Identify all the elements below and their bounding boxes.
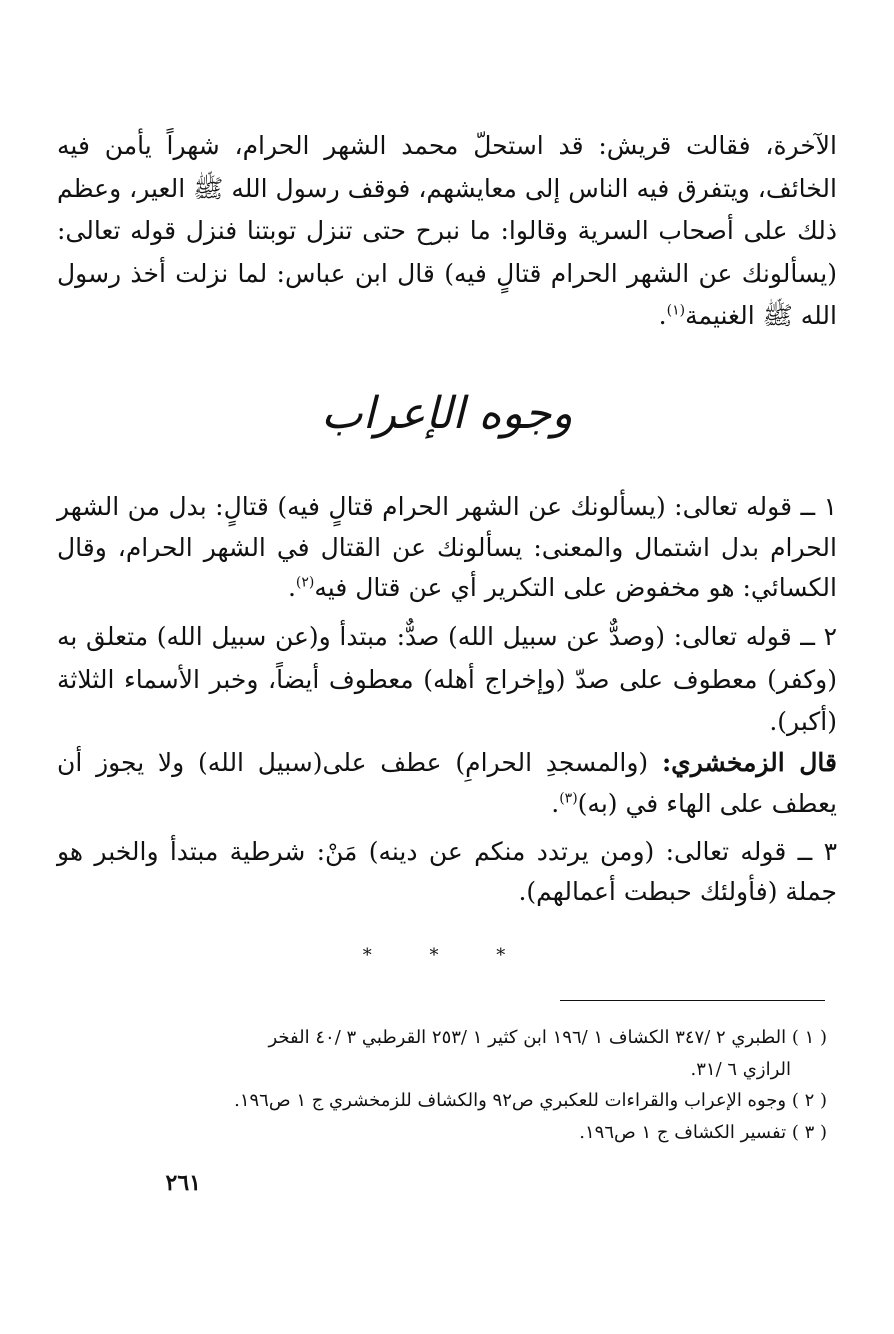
footnote-ref-3: (٣) [559,790,578,807]
paragraph-2-text: ٢ ــ قوله تعالى: (وصدٌّ عن سبيل الله) صدٌّ: مبتدأ و(عن سبيل الله) متعلق به (وكفر) معطوف على صدّ (وإخراج أهله) معطوف أيضاً، وخبر الأسماء الثلاثة (أكبر). [57,622,837,736]
paragraph-4 [57,832,837,912]
paragraph-3-lead: قال الزمخشري: [661,748,837,777]
paragraph-2 [57,616,837,744]
paragraph-1-text: ١ ــ قوله تعالى: (يسألونك عن الشهر الحرام قتالٍ فيه) قتالٍ: بدل من الشهر الحرام بدل اشتمال والمعنى: يسألونك عن القتال في الشهر الحرام، وقال الكسائي: هو مخفوض على التكرير أي عن قتال فيه [57,492,837,602]
section-separator: * * * [362,945,532,966]
intro-text: الآخرة، فقالت قريش: قد استحلّ محمد الشهر الحرام، شهراً يأمن فيه الخائف، ويتفرق فيه الناس إلى معايشهم، فوقف رسول الله ﷺ العير، وعظم ذلك على أصحاب السرية وقالوا: ما نبرح حتى تنزل توبتنا فنزل قوله تعالى: (يسألونك عن الشهر الحرام قتالٍ فيه) قال ابن عباس: لما نزلت أخذ رسول الله ﷺ الغنيمة [57,131,837,330]
page-number: ٢٦١ [165,1170,201,1196]
paragraph-3 [57,742,837,824]
footnote-2: ( ٢ ) وجوه الإعراب والقراءات للعكبري ص٩٢ والكشاف للزمخشري ج ١ ص١٩٦. [234,1090,827,1111]
footnote-3: ( ٣ ) تفسير الكشاف ج ١ ص١٩٦. [579,1121,827,1143]
footnote-1-continued: الرازي ٦ /٣١. [690,1058,791,1080]
section-heading: وجوه الإعراب [321,388,573,439]
footnote-divider [560,1000,825,1001]
paragraph-1 [57,487,837,609]
footnote-ref-2: (٢) [295,574,315,591]
intro-paragraph: الآخرة، فقالت قريش: قد استحلّ محمد الشهر الحرام، شهراً يأمن فيه الخائف، ويتفرق فيه الناس إلى معايشهم، فوقف رسول الله ﷺ العير، وعظم ذلك على أصحاب السرية وقالوا: ما نبرح حتى تنزل توبتنا فنزل قوله تعالى: (يسألونك عن الشهر الحرام قتالٍ فيه) قال ابن عباس: لما نزلت أخذ رسول الله ﷺ الغنيمة$^{(١)}$. [57,131,837,330]
paragraph-4-text: ٣ ــ قوله تعالى: (ومن يرتدد منكم عن دينه) مَنْ: شرطية مبتدأ والخبر هو جملة (فأولئك حبطت أعمالهم). [57,837,837,906]
footnote-1: ( ١ ) الطبري ٢ /٣٤٧ الكشاف ١ /١٩٦ ابن كثير ١ /٢٥٣ القرطبي ٣ /٤٠ الفخر [268,1027,827,1048]
footnotes [67,1022,827,1148]
paragraph-3-text: (والمسجدِ الحرامِ) عطف على(سبيل الله) ولا يجوز أن يعطف على الهاء في (به) [57,748,837,818]
paragraph-1-tail: . [287,573,296,602]
footnote-ref-1: (١) [666,302,686,319]
paragraph-3-tail: . [551,789,560,818]
